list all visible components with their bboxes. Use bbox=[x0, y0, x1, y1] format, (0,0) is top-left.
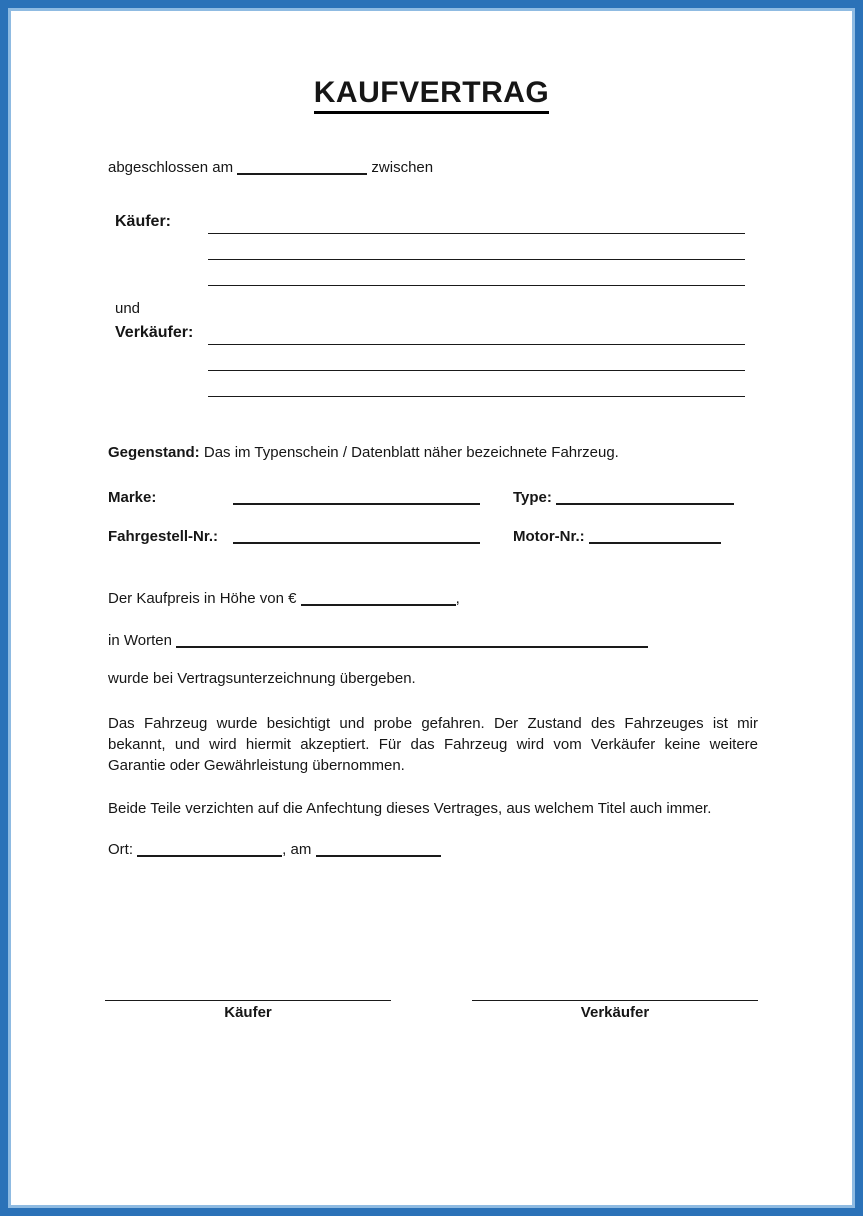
fahrgestell-blank-line bbox=[233, 532, 480, 544]
subject-text: Das im Typenschein / Datenblatt näher bezeichnete Fahrzeug. bbox=[203, 444, 619, 461]
intro-text-before: abgeschlossen am bbox=[108, 159, 234, 176]
fahrgestell-label: Fahrgestell-Nr.: bbox=[108, 528, 219, 545]
buyer-lines bbox=[208, 208, 745, 286]
marke-blank-line bbox=[233, 493, 480, 505]
seller-blank-line-3 bbox=[208, 371, 745, 397]
connector-text: und bbox=[115, 300, 141, 317]
type-label: Type: bbox=[513, 489, 552, 506]
buyer-section bbox=[108, 208, 758, 286]
subject-label: Gegenstand: bbox=[108, 444, 200, 461]
handover-line: wurde bei Vertragsunterzeichnung übergeben. bbox=[108, 670, 416, 687]
buyer-signature-block bbox=[105, 1000, 391, 1021]
date-blank-line bbox=[237, 163, 367, 175]
subject-line bbox=[108, 443, 758, 463]
contract-content bbox=[8, 158, 855, 1021]
seller-section bbox=[108, 319, 758, 397]
seller-signature-block bbox=[472, 1000, 758, 1021]
marke-label: Marke: bbox=[108, 489, 157, 506]
fahrgestell-motor-row bbox=[108, 528, 758, 545]
in-worten-blank-line bbox=[176, 636, 648, 648]
seller-signature-label: Verkäufer bbox=[580, 1004, 650, 1021]
buyer-blank-line-3 bbox=[208, 260, 745, 286]
marke-type-row bbox=[108, 489, 758, 506]
intro-text-after: zwischen bbox=[371, 159, 434, 176]
buyer-label: Käufer: bbox=[115, 213, 172, 230]
motor-label: Motor-Nr.: bbox=[513, 528, 585, 545]
type-blank-line bbox=[556, 493, 734, 505]
place-date-line bbox=[108, 840, 758, 860]
in-worten-label: in Worten bbox=[108, 632, 172, 649]
motor-blank-line bbox=[589, 532, 721, 544]
price-blank-line bbox=[301, 594, 456, 606]
seller-label: Verkäufer: bbox=[115, 324, 194, 341]
ort-blank-line bbox=[137, 845, 282, 857]
intro-line bbox=[108, 158, 758, 178]
ort-label: Ort: bbox=[108, 841, 133, 858]
buyer-blank-line-2 bbox=[208, 234, 745, 260]
page-title-text: KAUFVERTRAG bbox=[314, 76, 550, 114]
am-label: , am bbox=[282, 841, 312, 858]
price-line bbox=[108, 589, 758, 609]
signature-section bbox=[108, 1000, 758, 1021]
price-text-after: , bbox=[455, 590, 460, 607]
in-worten-line bbox=[108, 631, 758, 651]
seller-blank-line-1 bbox=[208, 319, 745, 345]
seller-lines bbox=[208, 319, 745, 397]
price-text-before: Der Kaufpreis in Höhe von € bbox=[108, 590, 297, 607]
seller-blank-line-2 bbox=[208, 345, 745, 371]
date2-blank-line bbox=[316, 845, 441, 857]
waiver-paragraph: Beide Teile verzichten auf die Anfechtung dieses Vertrages, aus welchem Titel auch immer. bbox=[108, 800, 712, 817]
page-title bbox=[8, 76, 855, 114]
condition-paragraph: Das Fahrzeug wurde besichtigt und probe gefahren. Der Zustand des Fahrzeuges ist mir bekannt, und wird hiermit akzeptiert. Für das Fahrzeug wird vom Verkäufer keine weitere Garantie oder Gewährleistung übernommen. bbox=[108, 715, 758, 774]
buyer-signature-label: Käufer bbox=[224, 1004, 272, 1021]
buyer-blank-line-1 bbox=[208, 208, 745, 234]
